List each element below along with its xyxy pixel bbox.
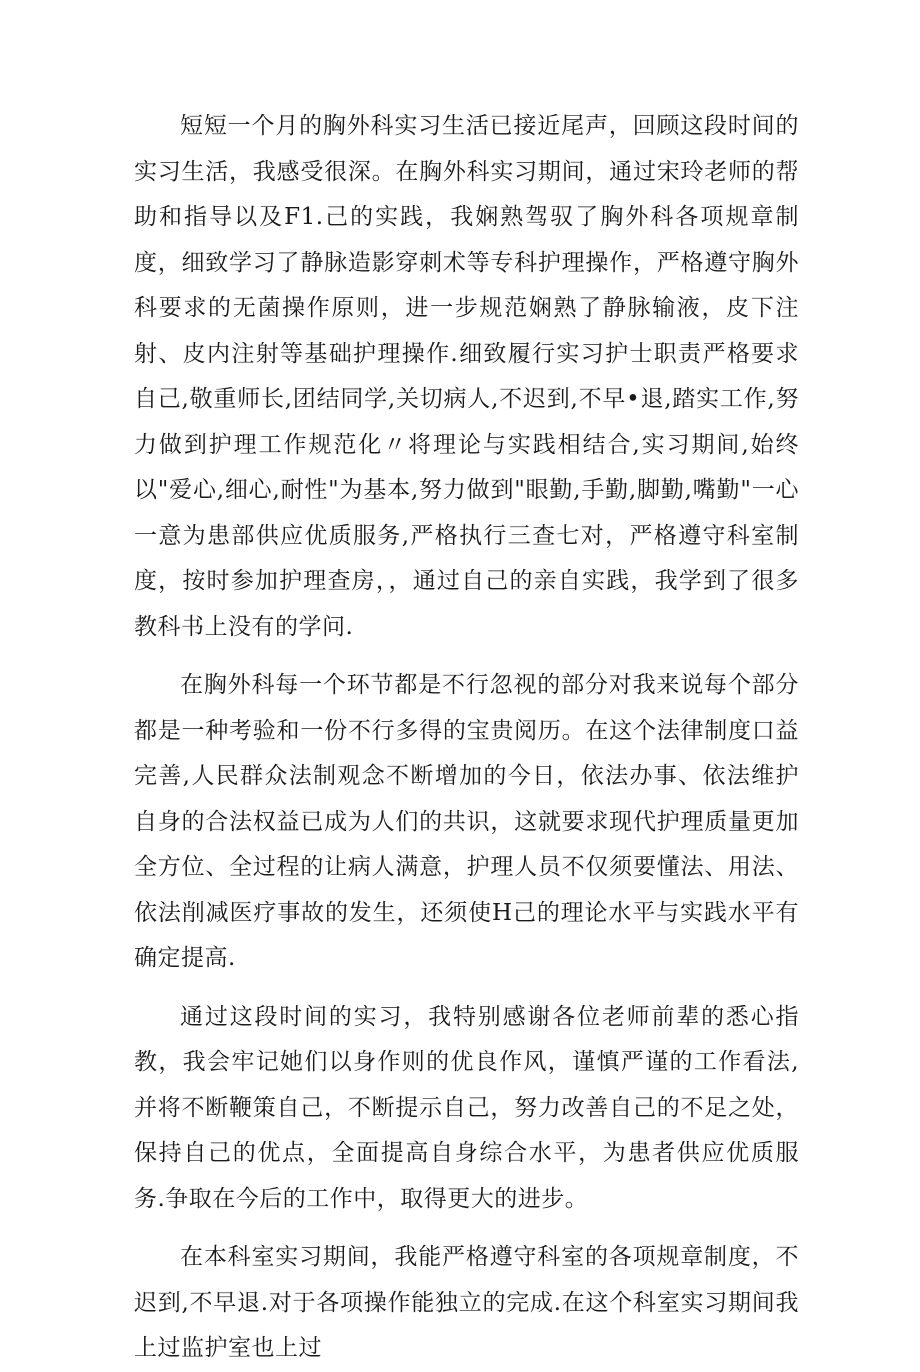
document-body (134, 104, 799, 1372)
paragraph-4: 在本科室实习期间，我能严格遵守科室的各项规章制度，不迟到,不早退.对于各项操作能独立的完成.在这个科室实习期间我上过监护室也上过 (134, 1244, 799, 1361)
paragraph-1: 短短一个月的胸外科实习生活已接近尾声，回顾这段时间的实习生活，我感受很深。在胸外科实习期间，通过宋玲老师的帮助和指导以及F1.己的实践，我娴熟驾驭了胸外科各项规章制度，细致学习了静脉造影穿刺术等专科护理操作，严格遵守胸外科要求的无菌操作原则，进一步规范娴熟了静脉输液，皮下注射、皮内注射等基础护理操作.细致履行实习护士职责严格要求自己,敬重师长,团结同学,关切病人,不迟到,不早•退,踏实工作,努力做到护理工作规范化〃将理论与实践相结合,实习期间,始终以"爱心,细心,耐性"为基本,努力做到"眼勤,手勤,脚勤,嘴勤"一心一意为患部供应优质服务,严格执行三查七对，严格遵守科室制度，按时参加护理查房，，通过自己的亲自实践，我学到了很多教科书上没有的学问. (134, 113, 799, 640)
paragraph-3: 通过这段时间的实习，我特别感谢各位老师前辈的悉心指教，我会牢记她们以身作则的优良作风，谨慎严谨的工作看法,并将不断鞭策自己，不断提示自己，努力改善自己的不足之处，保持自己的优点，全面提高自身综合水平，为患者供应优质服务.争取在今后的工作中，取得更大的进步。 (134, 1003, 799, 1212)
paragraph-2: 在胸外科每一个环节都是不行忽视的部分对我来说每个部分都是一种考验和一份不行多得的宝贵阅历。在这个法律制度口益完善,人民群众法制观念不断增加的今日，依法办事、依法维护自身的合法权益已成为人们的共识，这就要求现代护理质量更加全方位、全过程的让病人满意，护理人员不仅须要懂法、用法、依法削减医疗事故的发生，还须使H己的理论水平与实践水平有确定提高. (134, 672, 799, 971)
